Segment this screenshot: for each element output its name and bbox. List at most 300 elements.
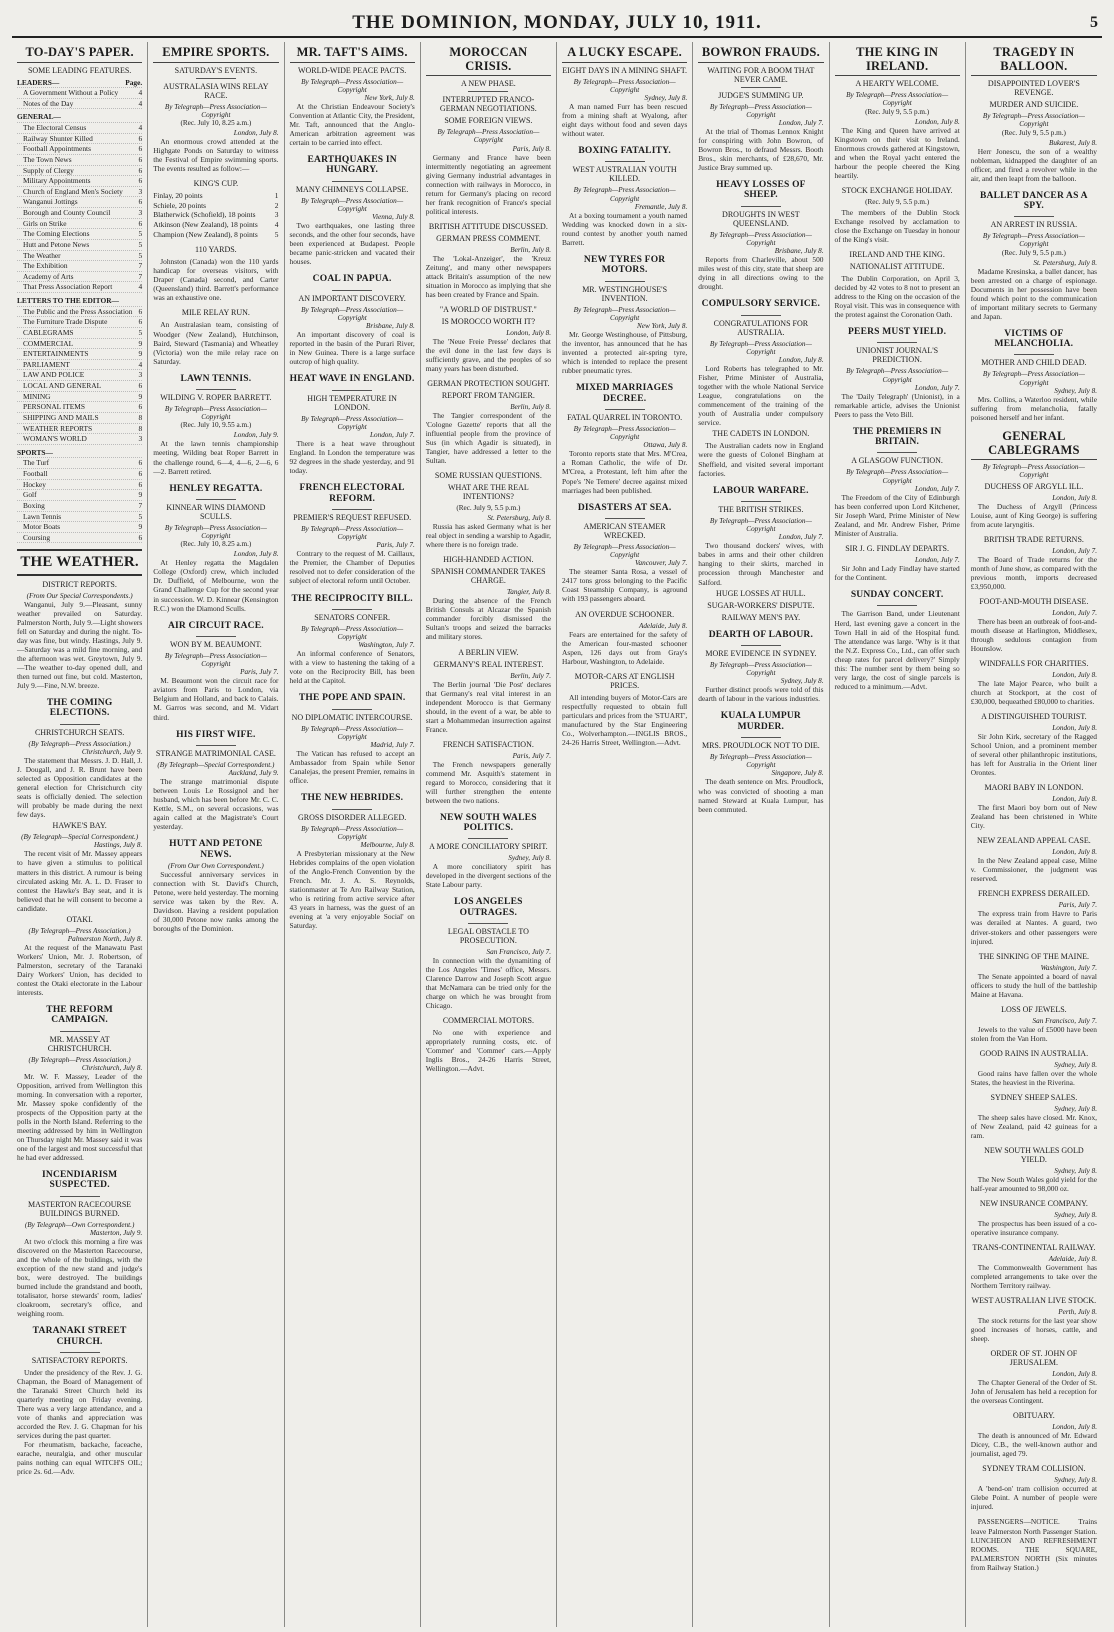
divider: [196, 389, 236, 390]
mile-article: [153, 308, 278, 365]
british-dateline: Berlin, July 8.: [510, 245, 551, 254]
cablegram-body: The Board of Trade returns for the month of June show, as compared with the previous month, imports decreased £3,950,000.: [970, 554, 1097, 591]
contents-item: [17, 448, 142, 459]
henley-heading: HENLEY REGATTA.: [169, 483, 263, 494]
tragedy-dateline: Bukarest, July 8.: [1048, 138, 1097, 147]
disasters-sub: AMERICAN STEAMER WRECKED.: [583, 521, 666, 540]
satisfaction-heading: FRENCH SATISFACTION.: [442, 739, 534, 749]
high-heading: HIGH-HANDED ACTION.: [443, 555, 534, 565]
premiers-body: The Freedom of the City of Edinburgh has been conferred upon Lord Kitchener, Sir Joseph Ward, Prime Minister of New Zealand, and Mr. Andrew Fisher, Prime Minister of Australia.: [834, 493, 960, 539]
peers-article: [835, 325, 960, 419]
contents-item-page: 6: [138, 458, 143, 468]
divider: [605, 409, 645, 410]
divider: [332, 390, 372, 391]
incendiarism-body: At two o'clock this morning a fire was discovered on the Masterton Racecourse, and the whole of the buildings, with the exception of the new stand and judge's box, were destroyed. The buildings burned include the grandstand and booth, totalisator, horse stewards' room, ladies' cloakroom, secretary's office, and weighing room.: [17, 1237, 143, 1319]
distrust-body: The 'Neue Freie Presse' declares that the evil done in the last few days is sufficiently grave, and the peoples of so many years has been disturbed.: [425, 336, 551, 374]
cablegram-heading: FRENCH EXPRESS DERAILED.: [977, 889, 1090, 899]
yards-body: Johnston (Canada) won the 110 yards handicap for overseas visitors, with Draper (Canada) second, and Carter (Queensland) third. Barrett's performance was an exhaustive one.: [153, 257, 279, 303]
result-team: Blatherwick (Schofield), 18 points: [153, 210, 256, 220]
la-sub: LEGAL OBSTACLE TO PROSECUTION.: [447, 926, 529, 945]
cablegram-body: The first Maori boy born out of New Zealand has been christened in White City.: [970, 803, 1097, 831]
cablegram-body: A 'bend-on' tram collision occurred at Glebe Point. A number of people were injured.: [970, 1484, 1097, 1512]
bowron-sub: WAITING FOR A BOOM THAT NEVER CAME.: [707, 65, 815, 84]
peers-heading: PEERS MUST YIELD.: [848, 327, 947, 338]
moroccan-sub: A NEW PHASE.: [461, 79, 516, 88]
contents-item-page: 9: [138, 349, 143, 359]
premiers-sub: A GLASGOW FUNCTION.: [851, 456, 943, 466]
henley-sub: KINNEAR WINS DIAMOND SCULLS.: [166, 502, 266, 521]
divider: [1014, 216, 1054, 217]
divider: [605, 281, 645, 282]
coal-body: An important discovery of coal is reported in the basin of the Purari River, in New Guinea. There is a large surface outcrop of high quality.: [289, 330, 415, 367]
result-row: [153, 191, 278, 201]
contents-item-page: 9: [138, 391, 143, 401]
distrust-article: [426, 305, 551, 373]
contents-item-label: Lawn Tennis: [23, 511, 62, 521]
todays-paper-heading: TO-DAY'S PAPER.: [17, 44, 142, 63]
cablegram-heading: NEW ZEALAND APPEAL CASE.: [976, 836, 1091, 846]
divider: [1014, 354, 1054, 355]
divider: [741, 501, 781, 502]
overdue-heading: AN OVERDUE SCHOONER.: [575, 609, 675, 619]
labour-sub: THE BRITISH STRIKES.: [718, 504, 804, 514]
contents-item-page: 4: [138, 98, 143, 108]
divider: [741, 645, 781, 646]
overdue-article: [562, 610, 687, 666]
taranaki-body: Under the presidency of the Rev. J. G. Chapman, the Board of Management of the Taranaki Street Church held its quarterly meeting on Friday evening. There was a very large attendance, and a vote of thanks and appreciation was accorded the Rev. J. G. Chapman for his services during the past quarter.: [17, 1367, 143, 1440]
divider: [196, 745, 236, 746]
cablegram-heading: FOOT-AND-MOUTH DISEASE.: [979, 596, 1089, 606]
contents-item-label: PERSONAL ITEMS: [23, 402, 85, 412]
motor-cars-heading: MOTOR-CARS AT ENGLISH PRICES.: [574, 671, 675, 690]
russian-heading: SOME RUSSIAN QUESTIONS.: [434, 471, 542, 481]
cablegram-body: The Commonwealth Government has completed arrangements to take over the Northern Territory railway.: [970, 1263, 1097, 1291]
reciprocity-heading: THE RECIPROCITY BILL.: [291, 593, 413, 604]
kuala-article: [698, 709, 823, 813]
tennis-dateline: London, July 9.: [233, 431, 279, 440]
divider: [332, 709, 372, 710]
earthquakes-sub: MANY CHIMNEYS COLLAPSE.: [295, 184, 409, 194]
nsw-article: [426, 811, 551, 890]
british-attitude-article: [426, 222, 551, 299]
cablegram-dateline: Washington, July 7.: [1040, 963, 1097, 972]
kuala-dateline: Singapore, July 8.: [771, 769, 824, 778]
contents-item: [17, 123, 142, 134]
peers-dateline: London, July 7.: [915, 383, 960, 392]
todays-paper-sub: SOME LEADING FEATURES.: [27, 65, 132, 75]
contents-item-label: The Coming Elections: [23, 229, 90, 239]
pope-article: [290, 691, 415, 785]
elections-body-1: The statement that Messrs. J. D. Hall, J. J. Dougall, and J. R. Brunt have been selected as Opposition candidates at the general election for Christchurch city seats is officially denied. The selection will probably be made during the next few days.: [17, 755, 143, 820]
divider: [468, 838, 508, 839]
contents-item-page: 3: [138, 208, 143, 217]
contents-item-label: Military Appointments: [23, 176, 91, 186]
incendiarism-article: [17, 1168, 142, 1318]
king-body: The King and Queen have arrived at Kingstown on their visit to Ireland. Enormous crowds gathered at Kingstown, and when the Royal yacht entered the harbour the people cheered the King heartily.: [834, 125, 960, 180]
divider: [741, 737, 781, 738]
contents-item: [17, 370, 142, 381]
reciprocity-dateline: Washington, July 7.: [358, 641, 415, 650]
commercial-heading: COMMERCIAL MOTORS.: [442, 1016, 534, 1026]
labour-heading: LABOUR WARFARE.: [713, 485, 809, 496]
ballet-credit: By Telegraph—Press Association—Copyright: [982, 232, 1085, 249]
henley-rec: (Rec. July 10, 8.25 a.m.): [180, 540, 252, 549]
dearth-article: [698, 628, 823, 704]
contents-item-label: ENTERTAINMENTS: [23, 349, 89, 359]
bowron-sub-2: JUDGE'S SUMMING UP.: [718, 90, 804, 100]
protection-dateline: Berlin, July 8.: [510, 403, 551, 412]
kuala-body: The death sentence on Mrs. Proudlock, who was convicted of shooting a man named Steward at Kuala Lumpur, has been commuted.: [698, 777, 824, 814]
taranaki-note: For rheumatism, backache, faceache, earache, neuralgia, and other muscular pains nothing can equal WITCH'S OIL; price 2s. 6d.—Adv.: [17, 1440, 143, 1477]
contents-item-page: 6: [138, 154, 143, 164]
result-position: 1: [274, 191, 279, 201]
labour-article: [698, 484, 823, 622]
divider: [468, 923, 508, 924]
kings-cup-heading: KING'S CUP.: [193, 179, 239, 189]
contents-item-page: 6: [138, 381, 143, 390]
compulsory-body-2: The Australian cadets now in England were the guests of Colonel Bingham at Sheffield, and visited several important factories.: [698, 441, 824, 478]
contents-item-label: WEATHER REPORTS: [23, 423, 93, 433]
cablegram-heading: A DISTINGUISHED TOURIST.: [981, 712, 1087, 722]
taft-body: At the Christian Endeavour Society's Convention at Atlantic City, the President, Mr. Taft, announced that the Anglo-American arbitration agreement was certain to be carried into effect.: [289, 102, 415, 148]
divider: [877, 452, 917, 453]
cablegram-dateline: Sydney, July 8.: [1054, 1166, 1097, 1175]
contents-item-page: 9: [138, 522, 143, 532]
contents-item: [17, 99, 142, 110]
weather-body: Wanganui, July 9.—Pleasant, sunny weather prevailed on Saturday. Palmerston North, July 9.—Light showers fell on Saturday and during the night. To-day was fine, but windy. Hastings, July 9.—Saturday was a mild fine morning, and the afternoon was wet. Greytown, July 9.—The weather to-day opened dull, and then turned out fine, but cold. Masterton, July 9.—Fine, N.W. breeze.: [17, 599, 143, 691]
mixed-heading: MIXED MARRIAGES DECREE.: [576, 383, 674, 404]
contents-item-label: Football: [23, 469, 48, 478]
contents-item-label: COMMERCIAL: [23, 338, 74, 348]
wife-dateline: Auckland, July 9.: [228, 769, 279, 778]
cablegram-body: The death is announced of Mr. Edward Dicey, C.B., the well-known author and journalist, aged 79.: [970, 1431, 1097, 1459]
result-row: [153, 230, 278, 240]
hutt-heading: HUTT AND PETONE NEWS.: [169, 839, 263, 860]
dearth-credit: By Telegraph—Press Association—Copyright: [709, 660, 812, 678]
taft-credit: By Telegraph—Press Association—Copyright: [301, 77, 404, 94]
cablegram-dateline: London, July 8.: [1052, 795, 1097, 804]
concert-body: The Garrison Band, under Lieutenant Herd, last evening gave a concert in the Town Hall in aid of the Hospital fund. The attendance was large. 'Why is it that the N.Z. Express Co., Ltd., can offer such cheap rates for parcel delivery?' Simply this: The number sent by them being so very large, the cost of single parcels is reduced to a minimum.—Advt.: [834, 609, 960, 691]
cablegram-item: [971, 1199, 1097, 1237]
cablegram-dateline: London, July 8.: [1052, 671, 1097, 679]
hutt-credit: (From Our Own Correspondent.): [168, 861, 264, 870]
contents-item-label: MINING: [23, 391, 51, 401]
pope-heading: THE POPE AND SPAIN.: [298, 693, 406, 704]
cablegram-dateline: Sydney, July 8.: [1054, 1104, 1097, 1113]
kuala-credit: By Telegraph—Press Association—Copyright: [709, 752, 812, 770]
contents-item-label: LOCAL AND GENERAL: [23, 381, 102, 390]
air-heading: AIR CIRCUIT RACE.: [167, 620, 264, 631]
sheep-dateline: Brisbane, July 8.: [774, 247, 824, 256]
contents-item-page: 4: [138, 123, 143, 132]
tragedy-sub-2: MURDER AND SUICIDE.: [989, 100, 1079, 109]
tyres-dateline: New York, July 8.: [637, 322, 688, 331]
mixed-sub: FATAL QUARREL IN TORONTO.: [567, 412, 683, 422]
elections-article: [17, 696, 142, 997]
cablegram-dateline: London, July 8.: [1052, 724, 1097, 733]
contents-item-page: 6: [138, 317, 143, 327]
labour-body: Two thousand dockers' wives, with babes in arms and their other children hanging to their skirts, marched in procession through Manchester and Salford.: [698, 541, 824, 587]
incendiarism-sub: MASTERTON RACECOURSE BUILDINGS BURNED.: [28, 1199, 132, 1218]
divider: [60, 724, 100, 725]
henley-dateline: London, July 8.: [233, 550, 279, 559]
sheep-sub: DROUGHTS IN WEST QUEENSLAND.: [722, 209, 800, 228]
contents-item: [17, 261, 142, 272]
cablegram-body: Jewels to the value of £5000 have been stolen from the Van Horn.: [970, 1024, 1097, 1043]
contents-item-label: Coursing: [23, 532, 51, 542]
cablegram-item: [971, 1049, 1097, 1087]
mile-body: An Australasian team, consisting of Woodger (New Zealand), Hutchinson, Baird, Steward (Tasmania) and Wheatley (Victoria) won the mile relay race on Saturday.: [153, 320, 279, 366]
result-row: [153, 220, 278, 230]
contents-item-page: 6: [138, 479, 143, 489]
kings-cup-article: [153, 179, 278, 239]
contents-item: [17, 349, 142, 360]
result-team: Champion (New Zealand), 8 points: [153, 229, 258, 239]
findlay-dateline: London, July 7.: [915, 556, 960, 565]
berlin-body: The Berlin journal 'Die Post' declares that Germany's real vital interest in an independent Morocco is that Germany should, in the event of a war, be able to start a Mohammedan insurrection against France.: [425, 679, 551, 734]
elections-credit-2: (By Telegraph—Special Correspondent.): [21, 833, 139, 842]
result-team: Finlay, 20 points: [153, 191, 203, 201]
contents-item-label: Motor Boats: [23, 522, 61, 532]
sheep-body: Reports from Charleville, about 500 miles west of this city, state that sheep are dying in all directions owing to the drought.: [698, 255, 824, 292]
cablegram-body: The express train from Havre to Paris was derailed at Nantes. A guard, two driver-stokers and other passengers were injured.: [970, 909, 1097, 946]
divider: [60, 1196, 100, 1197]
tyres-body: Mr. George Westinghouse, of Pittsburg, the inventor, has announced that he has invented a protected air-spring tyre, which is intended to replace the present rubber pneumatic tyres.: [562, 330, 688, 376]
high-sub: SPANISH COMMANDER TAKES CHARGE.: [431, 567, 546, 586]
contents-item-label: CABLEGRAMS: [23, 327, 74, 337]
incendiarism-credit: (By Telegraph—Own Correspondent.): [24, 1220, 135, 1229]
contents-item: [17, 458, 142, 469]
contents-item: [17, 533, 142, 544]
lucky-body: A man named Furr has been rescued from a mining shaft at Wyalong, after eight days without food and seven days without water.: [562, 102, 688, 139]
weather-credit: (From Our Special Correspondents.): [26, 591, 133, 600]
melancholia-body: Mrs. Collins, a Waterloo resident, while suffering from melancholia, fatally poisoned herself and her infant.: [970, 395, 1097, 423]
coal-heading: COAL IN PAPUA.: [312, 274, 392, 285]
peers-sub: UNIONIST JOURNAL'S PREDICTION.: [856, 346, 939, 365]
cablegram-item: [971, 952, 1097, 999]
bowron-article: [698, 44, 823, 172]
moroccan-credit: By Telegraph—Press Association—Copyright: [437, 128, 540, 145]
divider: [60, 1352, 100, 1353]
cablegram-item: [971, 889, 1097, 945]
kings-cup-results: [153, 191, 278, 239]
boxing-body: At a boxing tournament a youth named Wedding was knocked down in a six-round contest by another youth named Barrett.: [562, 211, 688, 248]
cablegram-heading: TRANS-CONTINENTAL RAILWAY.: [972, 1243, 1096, 1252]
contents-item-page: 5: [138, 327, 143, 337]
cablegram-body: In the New Zealand appeal case, Milne v. Commissioner, the judgment was reserved.: [970, 856, 1097, 884]
earthquakes-body: Two earthquakes, one lasting three seconds, and the other four seconds, have been experienced at Budapest. People became panic-stricken and vacated their houses.: [289, 221, 415, 267]
taft-article: [290, 44, 415, 147]
contents-item-page: 5: [138, 229, 143, 239]
mixed-dateline: Ottawa, July 8.: [643, 441, 688, 450]
cablegram-heading: MAORI BABY IN LONDON.: [984, 783, 1084, 793]
henley-article: [153, 482, 278, 613]
contents-item-label: Boxing: [23, 500, 45, 510]
divider: [877, 605, 917, 606]
contents-item: [17, 144, 142, 155]
stock-rec: (Rec. July 9, 5.5 p.m.): [865, 197, 930, 206]
french-dateline: Paris, July 7.: [376, 541, 415, 550]
cablegram-dateline: London, July 8.: [1052, 1370, 1097, 1379]
contents-item: [17, 490, 142, 501]
boxing-dateline: Fremantle, July 8.: [634, 203, 688, 211]
king-dateline: London, July 8.: [915, 117, 960, 126]
tennis-heading: LAWN TENNIS.: [180, 373, 252, 384]
overdue-dateline: Adelaide, July 8.: [638, 621, 688, 630]
taranaki-article: [17, 1324, 142, 1476]
contents-list: [17, 78, 142, 544]
contents-item-label: Football Appointments: [23, 144, 91, 154]
contents-item-label: Supply of Clergy: [23, 165, 74, 175]
boxing-credit: By Telegraph—Press Association—Copyright: [573, 186, 676, 203]
protection-article: [426, 379, 551, 465]
contents-item-label: Hockey: [23, 479, 46, 489]
cablegram-dateline: Sydney, July 8.: [1054, 1060, 1097, 1069]
russian-dateline: St. Petersburg, July 8.: [487, 514, 551, 523]
contents-item-page: 6: [138, 402, 143, 412]
melancholia-article: [971, 327, 1097, 422]
contents-item-label: SHIPPING AND MAILS: [23, 412, 99, 422]
air-article: [153, 619, 278, 722]
findlay-heading: SIR J. G. FINDLAY DEPARTS.: [845, 544, 949, 554]
divider: [332, 509, 372, 510]
contents-item-page: 8: [138, 423, 143, 433]
compulsory-dateline: London, July 8.: [778, 356, 824, 365]
compulsory-credit: By Telegraph—Press Association—Copyright: [709, 339, 812, 356]
contents-item-page: 9: [138, 338, 143, 348]
cablegram-dateline: Adelaide, July 8.: [1048, 1255, 1097, 1263]
cablegram-dateline: Paris, July 7.: [1058, 901, 1097, 910]
cablegram-heading: SYDNEY TRAM COLLISION.: [982, 1464, 1086, 1474]
contents-item-page: Page.: [125, 77, 143, 87]
ireland-heading: IRELAND AND THE KING.: [849, 249, 945, 259]
contents-item-page: 5: [138, 250, 143, 260]
berlin-sub: GERMANY'S REAL INTEREST.: [433, 659, 544, 669]
divider: [605, 518, 645, 519]
pope-dateline: Madrid, July 7.: [370, 741, 415, 750]
distrust-sub: IS MOROCCO WORTH IT?: [441, 316, 536, 326]
contents-item-page: 6: [138, 306, 143, 316]
contents-item-page: 4: [138, 88, 143, 98]
contents-item-label: That Press Association Report: [23, 282, 113, 292]
cablegram-heading: GOOD RAINS IN AUSTRALIA.: [979, 1048, 1089, 1058]
taft-heading: MR. TAFT'S AIMS.: [290, 44, 415, 63]
weather-heading: THE WEATHER.: [20, 554, 139, 571]
contents-item-page: 4: [138, 359, 143, 369]
heat-article: [290, 372, 415, 475]
elections-credit-1: (By Telegraph—Press Association.): [28, 739, 131, 748]
earthquakes-heading: EARTHQUAKES IN HUNGARY.: [307, 155, 397, 176]
contents-item: [17, 424, 142, 435]
contents-item-label: Railway Shunter Killed: [23, 133, 93, 143]
cablegram-body: Good rains have fallen over the whole States, the heaviest in the Riverina.: [970, 1068, 1097, 1087]
high-handed-article: [426, 555, 551, 641]
cablegram-body: The stock returns for the last year show good increases of horses, cattle, and sheep.: [970, 1316, 1097, 1344]
french-body: Contrary to the request of M. Caillaux, the Premier, the Chamber of Deputies resolved not to defer consideration of the subject of electoral reform until October.: [289, 549, 415, 586]
divider: [468, 91, 508, 92]
contents-item: [17, 88, 142, 99]
contents-item-page: 3: [138, 434, 143, 444]
divider: [332, 809, 372, 810]
contents-item-label: The Public and the Press Association: [23, 306, 133, 316]
result-position: 5: [274, 229, 279, 239]
contents-item: [17, 272, 142, 283]
cablegram-body: The Chapter General of the Order of St. John of Jerusalem has held a reception for the overseas Contingent.: [970, 1378, 1097, 1406]
empire-credit: By Telegraph—Press Association—Copyright: [164, 102, 267, 119]
cablegram-body: There has been an outbreak of foot-and-mouth disease at Harlington, Middlesex, through sedulous contagion from Hounslow.: [970, 616, 1097, 653]
empire-rec: (Rec. July 10, 8.25 a.m.): [180, 119, 252, 128]
reciprocity-sub: SENATORS CONFER.: [314, 612, 391, 622]
divider: [60, 1031, 100, 1032]
column-3: [285, 42, 421, 1627]
divider: [332, 181, 372, 182]
contents-item: [17, 522, 142, 533]
contents-item: [17, 434, 142, 445]
result-position: 3: [274, 210, 279, 220]
king-article: [835, 44, 960, 180]
contents-item-label: Golf: [23, 490, 37, 500]
reciprocity-body: An informal conference of Senators, with a view to hastening the taking of a vote on the Reciprocity Bill, has been held at the Capitol.: [289, 649, 415, 686]
contents-item: [17, 512, 142, 523]
contents-item-label: LAW AND POLICE: [23, 370, 85, 380]
divider: [332, 609, 372, 610]
cablegram-heading: NEW SOUTH WALES GOLD YIELD.: [984, 1145, 1084, 1164]
boxing-sub: WEST AUSTRALIAN YOUTH KILLED.: [572, 165, 677, 184]
cablegram-dateline: London, July 8.: [1052, 1423, 1097, 1432]
melancholia-heading: VICTIMS OF MELANCHOLIA.: [994, 328, 1074, 350]
melancholia-credit: By Telegraph—Press Association—Copyright: [982, 370, 1085, 387]
disasters-article: [562, 501, 687, 604]
cablegram-item: [971, 1296, 1097, 1343]
cablegram-dateline: Perth, July 8.: [1058, 1308, 1097, 1317]
column-1: [12, 42, 148, 1627]
contents-item: [17, 134, 142, 145]
cablegram-heading: NEW INSURANCE COMPANY.: [979, 1198, 1088, 1208]
contents-item: [17, 251, 142, 262]
cablegram-item: [971, 1093, 1097, 1140]
bowron-body: At the trial of Thomas Lennox Knight for conspiring with John Bowron, of Bowron Bros., to defraud Messrs. Booth Bros., skin merchants, of £28,670, Mr. Justice Bray summed up.: [698, 127, 824, 173]
air-body: M. Beaumont won the circuit race for aviators from Paris to London, via Belgium and Holland, and back to Calais. M. Garros was second, and M. Vidart third.: [153, 676, 279, 722]
contents-item: [17, 392, 142, 403]
labour-sub-3: SUGAR-WORKERS' DISPUTE.: [707, 600, 815, 610]
coal-credit: By Telegraph—Press Association—Copyright: [301, 305, 404, 322]
contents-item: [17, 296, 142, 307]
premiers-dateline: London, July 7.: [915, 485, 960, 493]
divider: [741, 87, 781, 88]
bowron-heading: BOWRON FRAUDS.: [698, 44, 823, 63]
tennis-body: At the lawn tennis championship meeting, Wilding beat Roper Barrett in the challenge round, 6—4, 4—6, 2—6, 6—2. Barrett retired.: [153, 439, 279, 476]
cablegram-dateline: San Francisco, July 7.: [1032, 1016, 1097, 1025]
contents-item-page: 8: [138, 412, 143, 422]
empire-sub: SATURDAY'S EVENTS.: [174, 65, 258, 75]
contents-item-label: Wanganui Jottings: [23, 197, 78, 207]
contents-item-label: The Town News: [23, 154, 72, 164]
russian-article: [426, 471, 551, 549]
air-dateline: Paris, July 7.: [240, 668, 279, 677]
cablegram-item: [971, 482, 1097, 529]
protection-body: The Tangier correspondent of the 'Cologne Gazette' reports that all the influential people from the province of Sus (in which Agadir is situated), in Tangier, have addressed a letter to the Sultan.: [425, 411, 551, 466]
contents-item: [17, 402, 142, 413]
column-4: [421, 42, 557, 1627]
contents-item-label: A Government Without a Policy: [23, 88, 119, 98]
contents-item: [17, 166, 142, 177]
contents-item-page: 6: [138, 144, 143, 154]
stock-article: [835, 186, 960, 244]
elections-credit-3: (By Telegraph—Press Association.): [28, 926, 131, 935]
findlay-body: Sir John and Lady Findlay have started for the Continent.: [834, 564, 960, 583]
contents-item-label: LETTERS TO THE EDITOR—: [17, 296, 119, 305]
yards-article: [153, 245, 278, 302]
